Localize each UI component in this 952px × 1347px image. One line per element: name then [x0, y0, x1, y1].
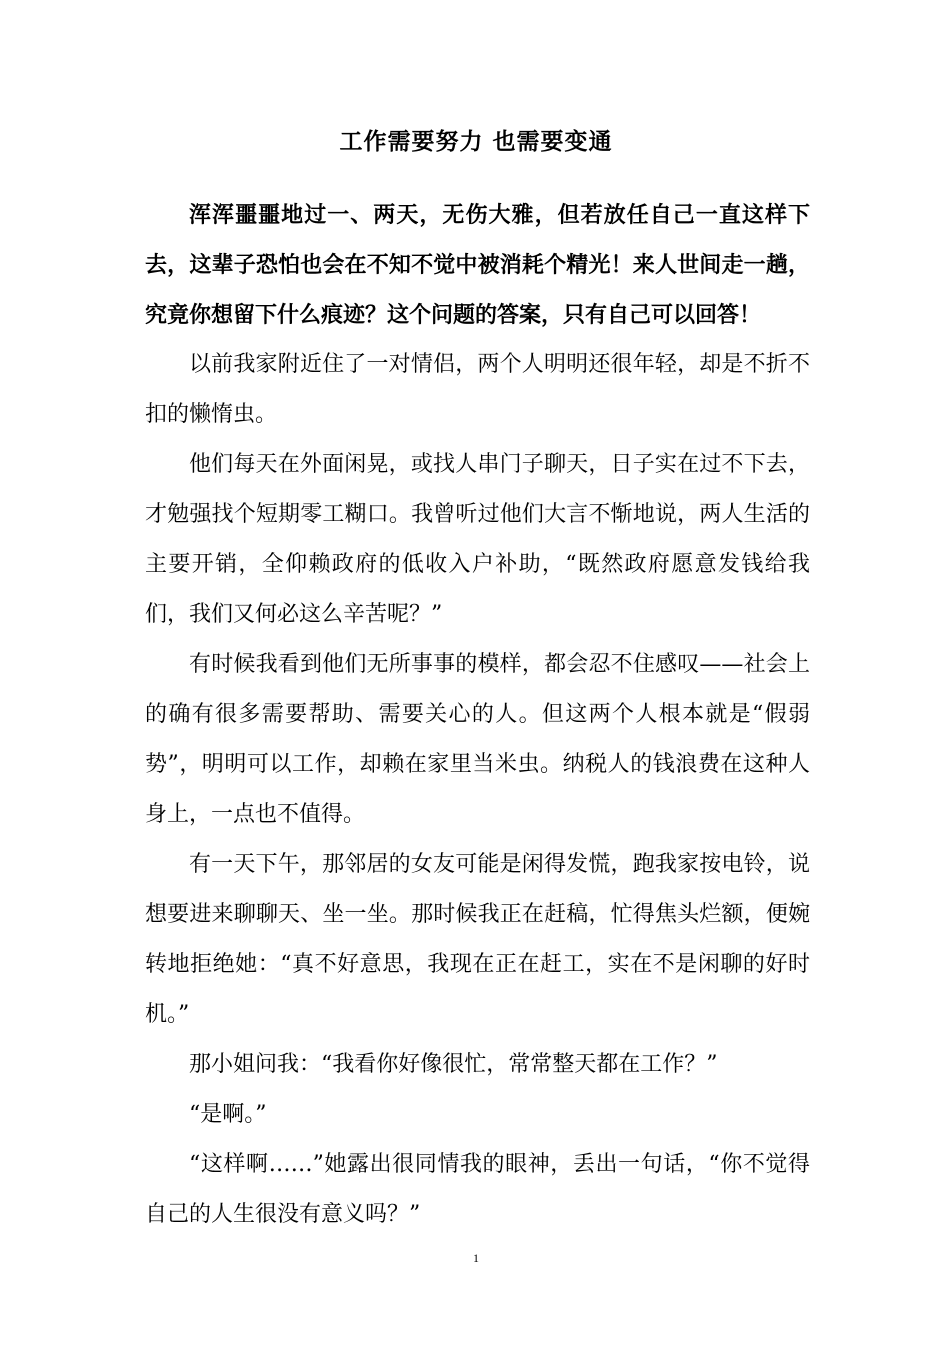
page-number: 1: [473, 1251, 479, 1265]
document-title: 工作需要努力 也需要变通: [339, 128, 613, 155]
body-paragraph: “这样啊……”她露出很同情我的眼神，丢出一句话，“你不觉得自己的人生很没有意义吗？”: [145, 1152, 810, 1227]
body-paragraph: “是啊。”: [189, 1102, 267, 1127]
body-paragraph: 那小姐问我：“我看你好像很忙，常常整天都在工作？”: [189, 1052, 718, 1077]
document-body: [145, 190, 810, 1240]
body-paragraph: 以前我家附近住了一对情侣，两个人明明还很年轻，却是不折不扣的懒惰虫。: [145, 352, 810, 427]
body-paragraph: 他们每天在外面闲晃，或找人串门子聊天，日子实在过不下去，才勉强找个短期零工糊口。我曾听过他们大言不惭地说，两人生活的主要开销，全仰赖政府的低收入户补助，“既然政府愿意发钱给我们，我们又何必这么辛苦呢？”: [145, 452, 810, 627]
body-paragraph: 有一天下午，那邻居的女友可能是闲得发慌，跑我家按电铃，说想要进来聊聊天、坐一坐。那时候我正在赶稿，忙得焦头烂额，便婉转地拒绝她：“真不好意思，我现在正在赶工，实在不是闲聊的好时机。”: [145, 852, 810, 1027]
body-paragraph: 有时候我看到他们无所事事的模样，都会忍不住感叹——社会上的确有很多需要帮助、需要关心的人。但这两个人根本就是“假弱势”，明明可以工作，却赖在家里当米虫。纳税人的钱浪费在这种人身上，一点也不值得。: [145, 652, 810, 827]
lead-paragraph: 浑浑噩噩地过一、两天，无伤大雅，但若放任自己一直这样下去，这辈子恐怕也会在不知不觉中被消耗个精光！来人世间走一趟，究竟你想留下什么痕迹？这个问题的答案，只有自己可以回答！: [145, 202, 810, 328]
